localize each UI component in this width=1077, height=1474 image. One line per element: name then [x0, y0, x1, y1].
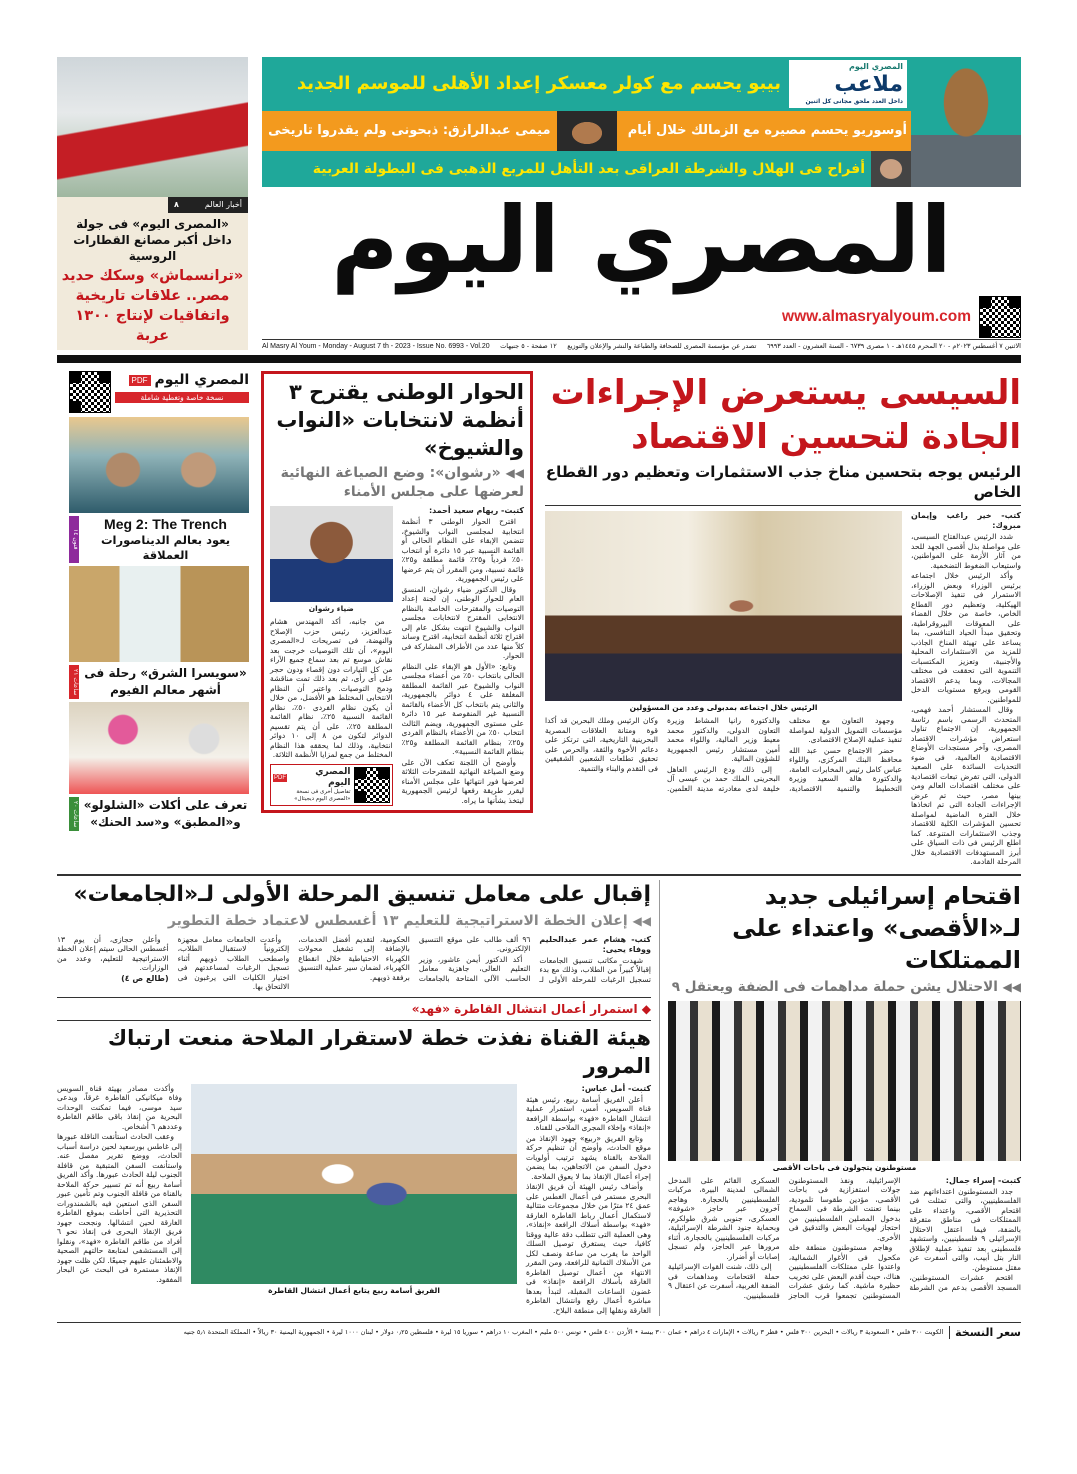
article-paragraph: وأعلن حجازى، أن يوم ١٣ أغسطس الحالى سيتم إعلان الخطة الاستراتيجية للتعليم، وعدد من الوزارات. [57, 934, 169, 972]
price-footer [57, 1323, 1021, 1339]
pdf-promo[interactable] [69, 371, 249, 413]
canal-story[interactable] [57, 1001, 651, 1317]
photo-caption: ضياء رشوان [308, 604, 354, 613]
meg2-title-en[interactable]: Meg 2: The Trench [104, 516, 227, 532]
byline: كتبت- ريهام سعيد أحمد: [428, 506, 524, 515]
meg2-poster [69, 417, 249, 513]
education-subhead [57, 912, 651, 931]
diamond-icon: ◆ [641, 1001, 651, 1016]
hours-tag: ساعات ٢١ [69, 665, 79, 699]
canal-photo-caption: الفريق أسامة ربيع يتابع أعمال انتشال القاطرة [268, 1285, 440, 1295]
food-title[interactable]: تعرف على أكلات «الشلولو» و«المطبق» و«سد الحنك» [83, 798, 248, 829]
jesus-photo [871, 151, 911, 187]
article-paragraph: وأوضح أن اللجنة تعكف الآن على وضع الصياغة النهائية للمقترحات الثلاثة لعرضها فور انتهائها على مجلس الأمناء ليقرر طريقة رفعها لرئيس الجمهورية ليتخذ بشأنها ما يراه. [401, 757, 524, 805]
arts-tag: فنون ١٤ [69, 516, 79, 563]
president-meeting-photo [545, 511, 902, 701]
pdf-logo: المصري اليوم [154, 372, 249, 388]
article-paragraph: اقتحم عشرات المستوطنين، المسجد الأقصى بدعم من الشرطة الإسرائيلية، ونفذ المستوطنون جولات استفزازية فى باحات الأقصى، مؤدين طقوسا تلمودية، بينما تعنتت الشرطة فى السماح بدخول المصلين الفلسطينيين من احتجاز لهويات البعض والتدقيق فى الأخرى. [788, 1175, 1021, 1292]
article-paragraph: أعلن الفريق أسامة ربيع، رئيس هيئة قناة السويس، أمس، استمرار عملية انتشال القاطرة «فهد» بواسطة الرافعة «إنقاذ» وإخلاء المجرى الملاحى للقناة. [526, 1094, 651, 1132]
hours-tag-2: ساعات ٢٠ [69, 797, 79, 831]
byline: كتبت- أمل عباس: [581, 1083, 651, 1093]
continued-link[interactable]: (طالع ص ٤) [121, 973, 169, 983]
meg2-title[interactable]: يعود بعالم الديناصورات العملاقة [100, 533, 231, 562]
national-dialogue-story[interactable] [261, 371, 533, 813]
price-list: الكويت ٣٠٠ فلس • السعودية ٣ ريالات • البحرين ٣٠٠ فلس • قطر ٣ ريالات • الإمارات ٤ دراهم • عمان ٣٠٠ بيسة • الأردن ٤٠٠ فلس • تونس ٥٠٠ مليم • المغرب ١٠ دراهم • سوريا ١٥ ليرة • فلسطين ٠٫٢٥ دولار • لبنان ١٠٠٠ ليرة • الجمهورية اليمنية ٣٠ ريالاً • المملكة المتحدة ٥٫١ جنيه [183, 1328, 944, 1336]
aqsa-subhead [668, 978, 1021, 997]
lead-headline[interactable]: السيسى يستعرض الإجراءات الجادة لتحسين الاقتصاد [550, 373, 1021, 457]
sports-banner[interactable] [262, 57, 1021, 187]
double-arrow-icon: ◀◀ [505, 466, 524, 480]
article-paragraph: اقترح الحوار الوطنى ٣ أنظمة انتخابية لمجلسى النواب والشيوخ، تتضمن الإبقاء على النظام الحالى أو القائمة النسبية عبر ١٥ دائرة أو انتخاب ٥٠٪ فردياً و٢٥٪ قائمة مطلقة و٢٥٪ قائمة نسبية، ومن المقرر أن يتم عرضها على رئيس الجمهورية. [401, 517, 525, 583]
article-paragraph: شدد الرئيس عبدالفتاح السيسى، على مواصلة بذل أقصى الجهد للحد من آثار الأزمة على المواطنين، واستيعاب الضغوط التضخمية. [911, 532, 1021, 570]
byline: كتب- هشام عمر عبدالحليم ووفاء يحيى: [539, 934, 651, 954]
middle-section [57, 371, 1021, 868]
digital-qr-code[interactable] [354, 767, 390, 803]
subhead-text: إعلان الخطة الاستراتيجية للتعليم ١٣ أغسطس لاعتماد خطة التطوير [167, 912, 628, 929]
article-paragraph: وقال الدكتور ضياء رشوان، المنسق العام للحوار الوطنى، إن لجنة إعداد التوصيات والمقترحات الخاصة بالنظام الانتخابى المقترح لانتخابات مجلسى النواب والشيوخ انتهت بشكل عام إلى اقتراح ثلاثة أنظمة انتخابية، اقترح وساند كلاً منها عدد من الأطراف المشاركة فى الحوار. [401, 584, 524, 660]
front-page [57, 57, 1021, 1339]
article-paragraph: حضر الاجتماع حسن عبد الله محافظ البنك المركزى، واللواء عباس كامل رئيس المخابرات العامة، والدكتورة هالة السعيد وزيرة التخطيط والتنمية الاقتصادية، والدكتورة رانيا المشاط وزيرة التعاون الدولى، والدكتور محمد معيط وزير المالية، واللواء محمد أمين مستشار رئيس الجمهورية للشؤون المالية. [667, 716, 902, 793]
article-paragraph: وهاجم مستوطنون منطقة خلة مكحول فى الأغوار الشمالية، واعتدوا على ممتلكات الفلسطينيين هناك، حيث أقدم البعض على تخريب حظيرة ماشية. كما رشق عشرات المستوطنين تجمعوا قرب الحاجز العسكرى القائم على المدخل الشمالى لمدينة البيرة، مركبات الفلسطينيين بالحجارة. وهاجم آخرون عبر حاجز «شوفة» العسكرى، جنوبى شرق طولكرم، وبحماية جنود الشرطة الإسرائيلية، مركبات الفلسطينيين بالحجارة، أثناء مرورها عبر الحاجز، ولم تسجل إصابات أو أضرار. [668, 1175, 901, 1300]
section-label: أخبار العالم [204, 200, 242, 209]
brand-name: ملاعب [834, 72, 903, 97]
fayoum-waterfall-photo [69, 566, 249, 662]
section-rule [57, 874, 1021, 876]
byline: كتب- خير راغب وإيمان مبروك: [911, 511, 1021, 530]
price-label: سعر النسخة [949, 1326, 1021, 1339]
article-paragraph: وجهود التعاون مع مختلف مؤسسات التمويل الدولية لمواصلة تنفيذ عملية الإصلاح الاقتصادى. [789, 716, 902, 744]
brand-sub: المصري اليوم [849, 62, 903, 71]
sports-brand [789, 60, 907, 108]
masthead-qr-code[interactable] [979, 296, 1021, 338]
aqsa-headline[interactable]: اقتحام إسرائيلى جديد لـ«الأقصى» واعتداء على الممتلكات [732, 881, 1021, 974]
pdf-qr-code[interactable] [69, 371, 111, 413]
left-column [69, 371, 249, 834]
article-paragraph: وأعدت الجامعات معامل مجهزة إلكترونياً لاستقبال الطلاب، واصطحب الطلاب ذويهم أثناء تسجيل الرغبات لمساعدتهم فى اختيار الكليات التى يرغبون فى الالتحاق بها. [177, 934, 290, 991]
article-paragraph: شهدت مكاتب تنسيق الجامعات إقبالاً كبيراً من الطلاب، وذلك مع بدء تسجيل الرغبات للمرحلة الأولى لـ ٩٦ ألف طالب على موقع التنسيق الإلكترونى. [418, 934, 651, 984]
lead-story[interactable] [545, 371, 1021, 868]
column-divider [659, 880, 660, 1317]
world-news-promo[interactable] [57, 197, 248, 350]
article-paragraph: من جانبه، أكد المهندس هشام عبدالعزيز، رئيس حزب الإصلاح والنهضة، فى تصريحات لـ«المصرى اليوم»، أن تلك التوصيات خرجت بعد نقاش موسع تم بعد سماع جميع الآراء من كل التيارات دون إقصاء ودون حجر على أى رأى، ثم بعد ذلك تمت مناقشة ودمج التوصيات. واعتبر أن النظام الانتخابى المختلط هو الأفضل، من خلال أن يكون نظام الفردى ٥٠٪، نظام القائمة النسبية ٢٥٪، نظام القائمة المطلقة ٢٥٪، على أن يتم تقسيم الدوائر لتكون من ٨ إلى ١٠ دوائر انتخابية، وذلك لما يحققه هذا النظام المختلط من جمع لمزايا الأنظمة الثلاثة. [270, 617, 393, 759]
subhead-text: «رشوان»: وضع الصياغة النهائية لعرضها على مجلس الأمناء [280, 465, 524, 500]
pdf-tagline: نسخة خاصة وتغطية شاملة [115, 392, 249, 403]
sports-headline-2b[interactable]: ميمى عبدالرازق: ذبحونى ولم يقدروا تاريخى [268, 123, 551, 138]
article-paragraph: إلى ذلك، شنت القوات الإسرائيلية حملة اقتحامات ومداهمات فى الضفة الغربية، أسفرت عن اعتقال ٩ فلسطينيين. [668, 1262, 780, 1300]
sports-headline-2a[interactable]: أوسوريو يحسم مصيره مع الزمالك خلال أيام [627, 123, 907, 138]
article-paragraph: إلى ذلك ودع الرئيس العاهل البحرينى الملك حمد بن عيسى آل خليفة لدى مغادرته مدينة العلمين. وكان الرئيس وملك البحرين قد أكدا قوة ومتانة العلاقات المصرية البحرينية التاريخية، التى ترتكز على دعائم الأخوة والثقة، والحرص على تحقيق تطلعات الشعبين الشقيقين فى التقدم والبناء والتنمية. [545, 716, 780, 793]
digital-note: تفاصيل أخرى فى نسخة «المصرى اليوم ديجيتال» [294, 788, 351, 802]
top-section [57, 57, 1021, 353]
lead-photo-caption: الرئيس خلال اجتماعه بمدبولى وعدد من المسؤولين [629, 703, 818, 712]
tram-factory-photo [57, 57, 248, 197]
dialogue-subhead [270, 464, 524, 502]
issue-line-en: Al Masry Al Youm - Monday - August 7 th - 2023 - Issue No. 6993 - Vol.20 [262, 343, 490, 350]
byline: كتبت- إسراء جمال: [945, 1175, 1021, 1185]
rashwan-photo [270, 506, 393, 602]
article-paragraph: أكد الدكتور أيمن عاشور، وزير التعليم العالى، جاهزية معامل الحاسب الآلى المتاحة بالجامعات الحكومية، لتقديم أفضل الخدمات، بالإضافة إلى تشغيل محولات الكهرباء الاحتياطية خلال انقطاع الكهرباء، لضمان سير عملية التنسيق برفقة ذويهم. [298, 934, 531, 983]
brand-note: داخل العدد ملحق مجانى كل اثنين [805, 98, 903, 105]
promo-kicker: «المصرى اليوم» فى جولة داخل أكبر مصانع القطارات الروسية [73, 217, 232, 263]
canal-tugboat-photo [191, 1084, 517, 1284]
mimi-photo [557, 111, 617, 151]
aqsa-photo-caption: مستوطنون يتجولون فى باحات الأقصى [772, 1162, 917, 1172]
sports-headline-1[interactable]: بيبو يحسم مع كولر معسكر إعداد الأهلى للموسم الجديد [296, 73, 781, 94]
subhead-text: الاحتلال يشن حملة مداهمات فى الضفة ويعتقل ٩ [671, 978, 998, 995]
lower-section [57, 880, 1021, 1317]
settlers-aqsa-photo [668, 1001, 1021, 1161]
digital-edition-promo[interactable] [270, 764, 393, 806]
dialogue-headline[interactable]: الحوار الوطنى يقترح ٣ أنظمة لانتخابات «النواب والشيوخ» [276, 380, 524, 460]
promo-headline: «ترانسماش» وسكك حديد مصر.. علاقات تاريخية واتفاقيات لإنتاج ١٣٠٠ عربة [61, 268, 244, 344]
article-paragraph: وأكدت مصادر بهيئة قناة السويس وفاة ميكانيكى القاطرة غرقاً، ويدعى سيد موسى، فيما تمكنت الوحدات البحرية من إنقاذ باقى طاقم القاطرة وعددهم ٦ أشخاص. [57, 1083, 182, 1131]
food-tasting-photo [69, 702, 249, 794]
article-paragraph: وتابع: «الأول هو الإبقاء على النظام الحالى بانتخاب ٥٠٪ من أعضاء مجلسى النواب والشيوخ عبر القائمة المطلقة المغلقة على ٤ دوائر بالجمهورية، والثانى يتم بانتخاب كل الأعضاء بالقائمة النسبية غير المنقوصة عبر ١٥ دائرة على مستوى الجمهورية، ويضم الثالث انتخاب ٥٠٪ من الأعضاء بالنظام الفردى و٢٥٪ بنظام القائمة المطلقة و٢٥٪ بنظام القائمة النسبية». [401, 661, 524, 756]
masthead-logo[interactable]: المصري اليوم [331, 187, 952, 294]
article-paragraph: وعقب الحادث استأنفت الناقلة عبورها إلى غاطس بورسعيد لحين دراسة أسباب الحادث، ووضع تقرير مفصل عنه. واستأنفت السفن المتبقية من قافلة الجنوب ليلة الحادث عبورها. وأكد الفريق أسامة ربيع أنه تم تسيير حركة الملاحة بالقناة من قافلة الجنوب وتم تأمين عبور السفن الذى استعين فيه بالشمندورات التحذيرية التى أحاطت بموقع القاطرة الغارقة لحين انتشالها. ونجحت جهود فريق الإنقاذ البحرى فى إنقاذ نحو ٦ أفراد من طاقم القاطرة «فهد»، ونقلوا إلى المستشفى لمتابعة حالتهم الصحية والاطمئنان عليهم جميعًا. لكن ظلت جهود الإنقاذ مستمرة فى البحث عن البحار المفقود. [57, 1132, 182, 1284]
digital-logo: المصري اليوم [315, 766, 351, 788]
article-paragraph: وأضاف رئيس الهيئة أن فريق الإنقاذ البحرى مستمر فى أعمال الغطس على عمق ٢٤ مترًا من خلال مجموعات متتالية لاستكمال أعمال رباط القاطرة الغارقة «فهد» بواسطة أسلاك الرافعة «إنقاذ»، وهى العملية التى تتطلب دقة عالية ووقتا كافيا، حيث يستغرق توصيل السلك الواحد ما يقرب من ساعة ونصف لكل من الأسلاك الثمانية للرافعة، ومن المقرر الانتهاء من أعمال توصيل القاطرة الغارقة بأسلاك الرافعة «إنقاذ» فى غضون الساعات المقبلة، لتبدأ بعدها مباشرة أعمال رفع وانتشال القاطرة الغارقة ونقلها إلى منطقة البلاح. [526, 1182, 651, 1315]
publisher-line: تصدر عن مؤسسة المصرى للصحافة والطباعة والنشر والإعلان والتوزيع [567, 342, 757, 350]
pages-price: ١٢ صفحة - ٥ جنيهات [500, 342, 557, 350]
canal-kicker [57, 1001, 651, 1017]
article-paragraph: جدد المستوطنون اعتداءاتهم ضد الفلسطينيين، والتى تمثلت فى اقتحام الأقصى، واعتداء على الممتلكات فى مناطق متفرقة بالضفة، فيما اعتقل الاحتلال الإسرائيلى ٩ فلسطينيين، واستشهد فلسطينى بعد تنفيذ عملية لإطلاق النار بتل أبيب، والتى أسفرت عن مقتل مستوطن. [909, 1186, 1021, 1272]
article-paragraph: وتابع الفريق «ربيع» جهود الإنقاذ من موقع الحادث، وأوضح أن تنظيم حركة الملاحة بالقناة يشهد ترتيب أولويات دخول السفن من الاتجاهين، بما يضمن إجراء أعمال الإنقاذ بما لا يعوق الملاحة. [526, 1133, 651, 1181]
digital-pdf-badge: PDF [274, 774, 286, 781]
aqsa-story[interactable] [668, 880, 1021, 1301]
kicker-text: استمرار أعمال انتشال القاطرة «فهد» [411, 1001, 638, 1016]
sports-headline-3[interactable]: أفراح فى الهلال والشرطة العراقى بعد التأهل للمربع الذهبى فى البطولة العربية [312, 160, 865, 177]
website-url[interactable]: www.almasryalyoum.com [782, 308, 971, 325]
article-paragraph: وأكد الرئيس خلال اجتماعه برئيس الوزراء وبعض الوزراء، الاستمرار فى تنفيذ الإصلاحات الهيكلية، وتعظيم دور القطاع الخاص، خاصة من خلال القضاء على المعوقات البيروقراطية، وتحقيق مبدأ الحياد التنافسى، بما يساعد على تهيئة المناخ الجاذب للمزيد من الاستثمارات المحلية والأجنبية، وتعزيز المكتسبات التنموية التى تحققت فى مختلف المجالات، وبما يدعم الاقتصاد القومى ويرفع مستويات الدخل للمواطنين. [911, 571, 1021, 704]
issue-line-ar: الاثنين ٧ أغسطس ٢٠٢٣م - ٢٠ المحرم ١٤٤٥هـ - ١ مصرى ٦٧٣٩ - السنة العشرون - العدد ٦٩٩٣ [766, 342, 1021, 350]
article-paragraph: وقال المستشار أحمد فهمى، المتحدث الرسمى باسم رئاسة الجمهورية، إن الاجتماع تناول استعراض مؤشرات الاقتصاد المصرى، وآخر مستجدات الأوضاع الاقتصادية العالمية، فى ضوء التحديات السائدة على الصعيد الدولى، التى تفرض تبعات اقتصادية على مختلف اقتصادات العالم ومن بينها مصر، حيث تم عرض الإجراءات الجادة التى تم اتخاذها خلال الفترة الماضية لمواصلة تحسين المؤشرات الكلية للاقتصاد وجذب الاستثمارات المتنوعة. كما اطلع الرئيس فى ذات السياق على أبرز المستهدفات الاقتصادية خلال المرحلة القادمة. [911, 705, 1021, 866]
coach-photo [911, 57, 1021, 187]
page-number: ٨ [174, 200, 179, 209]
education-headline[interactable]: إقبال على معامل تنسيق المرحلة الأولى لـ«الجامعات» [73, 881, 651, 907]
double-arrow-icon: ◀◀ [632, 913, 651, 928]
masthead-rule [57, 355, 1021, 363]
lead-subhead: الرئيس يوجه بتحسين مناخ جذب الاستثمارات وتعظيم دور القطاع الخاص [545, 463, 1021, 501]
education-story[interactable] [57, 880, 651, 992]
fayoum-title[interactable]: «سويسرا الشرق» رحلة فى أشهر معالم الفيوم [84, 666, 247, 697]
pdf-badge: PDF [129, 375, 151, 386]
double-arrow-icon: ◀◀ [1002, 979, 1021, 994]
canal-headline[interactable]: هيئة القناة نفذت خطة لاستقرار الملاحة منعت ارتباك المرور [107, 1025, 651, 1078]
